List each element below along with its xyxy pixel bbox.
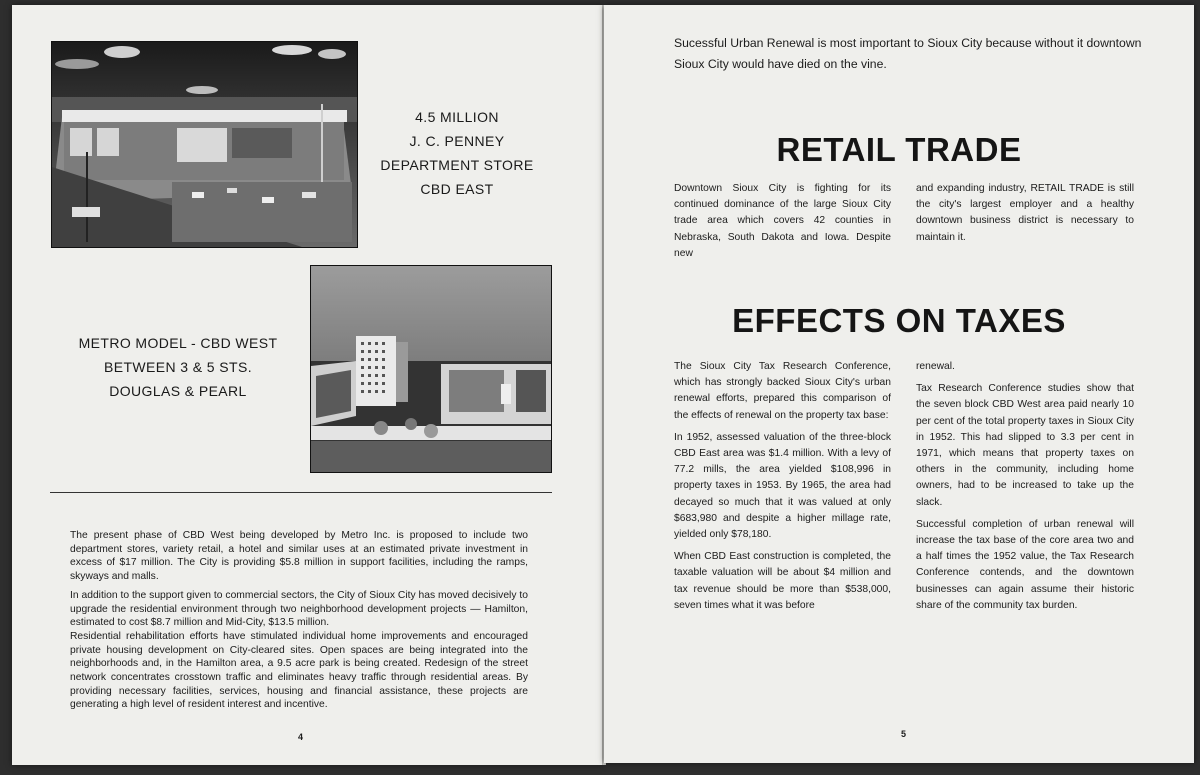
left-body-text xyxy=(70,529,528,717)
caption-line: METRO MODEL - CBD WEST xyxy=(78,335,278,351)
taxes-column-1 xyxy=(674,359,891,620)
jc-penney-building-image xyxy=(52,42,357,247)
retail-column-1 xyxy=(674,181,891,268)
horizontal-divider xyxy=(50,492,552,493)
paragraph: Residential rehabilitation efforts have stimulated individual home improvements and encouraged private housing development on City-cleared sites. Open spaces are being integrated into the neighborhoods and, in the Hamilton area, a 9.5 acre park is being created. Redesign of the street network concentrates crosstown traffic and eliminates heavy traffic through residential areas. By providing necessary facilities, services, housing and financial assistance, these projects are generating a high level of resident interest and incentive. xyxy=(70,630,528,711)
retail-column-2 xyxy=(916,181,1134,252)
caption-line: CBD EAST xyxy=(420,181,494,197)
page-number: 5 xyxy=(901,729,907,739)
metro-model-photo xyxy=(310,265,552,473)
metro-model-caption xyxy=(57,331,299,403)
paragraph: Downtown Sioux City is fighting for its continued dominance of the large Sioux City trade area which covers 42 counties in Nebraska, South Dakota and Iowa. Despite new xyxy=(674,183,891,259)
paragraph: and expanding industry, RETAIL TRADE is still the city's largest employer and a healthy downtown business district is necessary to maintain it. xyxy=(916,183,1134,243)
right-page xyxy=(604,5,1194,763)
caption-line: DEPARTMENT STORE xyxy=(380,157,534,173)
paragraph: The Sioux City Tax Research Conference, which has strongly backed Sioux City's urban renewal efforts, prepared this comparison of the effects of renewal on the property tax base: xyxy=(674,361,891,421)
page-number: 4 xyxy=(298,732,304,742)
paragraph: The present phase of CBD West being developed by Metro Inc. is proposed to include two department stores, variety retail, a hotel and similar uses at an estimated private investment in excess of $17 million. The City is providing $5.8 million in support facilities, including the ramps, skyways and malls. xyxy=(70,530,528,583)
intro-text: Sucessful Urban Renewal is most important to Sioux City because without it downtown Sioux City would have died on the vine. xyxy=(674,36,1142,71)
caption-line: J. C. PENNEY xyxy=(409,133,505,149)
caption-line: 4.5 MILLION xyxy=(415,109,499,125)
effects-on-taxes-heading: EFFECTS ON TAXES xyxy=(732,302,1066,339)
jc-penney-caption xyxy=(372,105,542,201)
paragraph: In 1952, assessed valuation of the three-block CBD East area was $1.4 million. With a levy of 77.2 mills, the area yielded $108,996 in property taxes in 1953. By 1965, the area had decayed so much that it was valued at only $683,980 and despite a higher millage rate, yielded only $78,180. xyxy=(674,431,891,541)
paragraph: renewal. xyxy=(916,361,955,372)
caption-line: BETWEEN 3 & 5 STS. xyxy=(103,359,252,375)
caption-line: DOUGLAS & PEARL xyxy=(109,383,247,399)
paragraph: In addition to the support given to commercial sectors, the City of Sioux City has moved decisively to upgrade the residential environment through two neighborhood development projects — Hamilton, estimated to cost $8.7 million and Mid-City, $13.5 million. xyxy=(70,589,528,629)
paragraph: Successful completion of urban renewal will increase the tax base of the core area two and a half times the 1952 value, the Tax Research Conference contends, and the downtown businesses can again assume their historic share of the community tax burden. xyxy=(916,518,1134,611)
jc-penney-photo xyxy=(51,41,358,248)
retail-trade-heading: RETAIL TRADE xyxy=(776,131,1022,168)
metro-model-image xyxy=(311,266,551,472)
taxes-column-2 xyxy=(916,359,1134,620)
paragraph: Tax Research Conference studies show that the seven block CBD West area paid nearly 10 per cent of the total property taxes in Sioux City in 1952. This had slipped to 3.3 per cent in 1971, which means that property taxes on others in the community, including home owners, had to be increased to take up the slack. xyxy=(916,383,1134,508)
paragraph: When CBD East construction is completed, the taxable valuation will be about $4 million and tax revenue should be more than $538,000, seven times what it was before xyxy=(674,551,891,611)
left-page xyxy=(12,5,602,765)
